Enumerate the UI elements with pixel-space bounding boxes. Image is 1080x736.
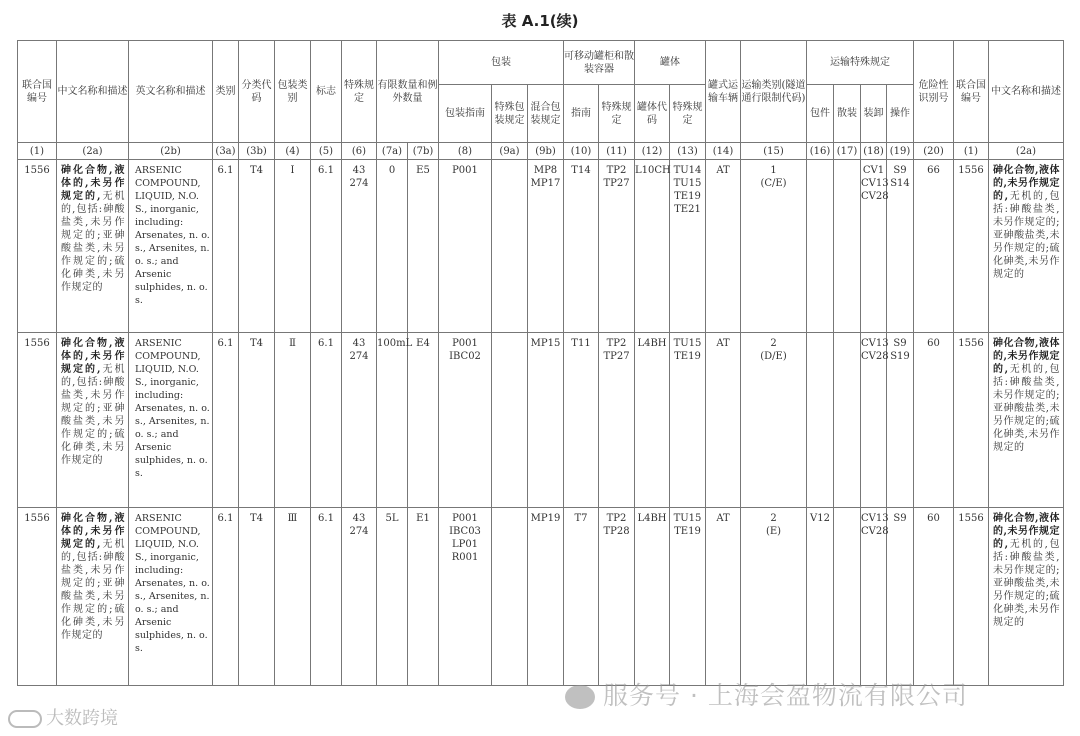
service-watermark-text: 服务号 · 上海会盈物流有限公司 <box>603 681 968 710</box>
name-zh-rest: 无机的,包括:砷酸盐类,未另作规定的;亚砷酸盐类,未另作规定的;硫化砷类,未另作规定的 <box>61 364 126 466</box>
column-number: (6) <box>342 143 377 160</box>
column-number: (2a) <box>989 143 1064 160</box>
table-row <box>18 160 1064 333</box>
cell-eq: E1 <box>408 508 439 686</box>
cell-lq: 5L <box>377 508 408 686</box>
cell-un-no: 1556 <box>18 508 57 686</box>
cell-packing-group: I <box>275 160 311 333</box>
cell-name-en: ARSENIC COMPOUND, LIQUID, N.O. S., inorganic, including: Arsenates, n. o. s., Arsenites, n. o. s.; and Arsenic sulphides, n. o. s. <box>129 333 213 508</box>
header-class: 类别 <box>213 41 239 143</box>
column-number: (7b) <box>408 143 439 160</box>
cell-class-code: T4 <box>239 333 275 508</box>
header-name-zh: 中文名称和描述 <box>57 41 129 143</box>
cell-ts-loading: CV13 CV28 <box>861 508 887 686</box>
cell-lq: 100mL <box>377 333 408 508</box>
cell-tank-special: TU15 TE19 <box>670 333 706 508</box>
header-limited-quantity: 有限数量和例外数量 <box>377 41 439 143</box>
column-number: (17) <box>834 143 861 160</box>
header-packing-group: 包装类别 <box>275 41 311 143</box>
cell-name-en: ARSENIC COMPOUND, LIQUID, N.O. S., inorganic, including: Arsenates, n. o. s., Arsenites, n. o. s.; and Arsenic sulphides, n. o. s. <box>129 508 213 686</box>
cell-labels: 6.1 <box>311 160 342 333</box>
column-number: (9a) <box>492 143 528 160</box>
name-zh-bold: 砷化合物,液体的,未另作规定的, <box>993 513 1060 550</box>
cell-ts-operation: S9 S14 <box>887 160 914 333</box>
cell-packing-group: Ⅱ <box>275 333 311 508</box>
cell-name-zh <box>57 333 129 508</box>
column-number: (9b) <box>528 143 564 160</box>
cell-name-zh <box>989 508 1064 686</box>
cell-mixed-pack: MP8 MP17 <box>528 160 564 333</box>
column-number: (2a) <box>57 143 129 160</box>
cell-ts-packages <box>807 160 834 333</box>
name-zh-bold: 砷化合物,液体的,未另作规定的, <box>993 338 1060 375</box>
cell-pack-special <box>492 333 528 508</box>
cell-name-zh <box>57 508 129 686</box>
cell-special-provisions: 43 274 <box>342 333 377 508</box>
column-number: (14) <box>706 143 741 160</box>
cell-pack-instr: P001 IBC03 LP01 R001 <box>439 508 492 686</box>
name-zh-rest: 无机的,包括:砷酸盐类,未另作规定的;亚砷酸盐类,未另作规定的;硫化砷类,未另作规定的 <box>993 364 1060 453</box>
column-number-row <box>18 143 1064 160</box>
cell-lq: 0 <box>377 160 408 333</box>
cell-pt-special: TP2 TP28 <box>599 508 635 686</box>
column-number: (1) <box>954 143 989 160</box>
cell-ts-loading: CV13 CV28 <box>861 333 887 508</box>
wechat-icon <box>565 685 595 709</box>
column-number: (19) <box>887 143 914 160</box>
header-un-no-2: 联合国编号 <box>954 41 989 143</box>
header-tank-special: 特殊规定 <box>670 85 706 143</box>
header-portable-tanks: 可移动罐柜和散装容器 <box>564 41 635 85</box>
cell-tank-vehicle: AT <box>706 160 741 333</box>
column-number: (3a) <box>213 143 239 160</box>
cell-pack-special <box>492 508 528 686</box>
cell-pt-instr: T7 <box>564 508 599 686</box>
column-number: (5) <box>311 143 342 160</box>
header-special-provisions: 特殊规定 <box>342 41 377 143</box>
header-tank-code: 罐体代码 <box>635 85 670 143</box>
cell-tank-code: L4BH <box>635 508 670 686</box>
cell-tank-vehicle: AT <box>706 508 741 686</box>
header-pt-special: 特殊规定 <box>599 85 635 143</box>
name-zh-bold: 砷化合物,液体的,未另作规定的, <box>61 165 125 202</box>
header-ts-operation: 操作 <box>887 85 914 143</box>
cell-mixed-pack: MP19 <box>528 508 564 686</box>
cell-tank-vehicle: AT <box>706 333 741 508</box>
service-watermark <box>565 676 968 712</box>
header-pt-instructions: 指南 <box>564 85 599 143</box>
column-number: (20) <box>914 143 954 160</box>
cell-special-provisions: 43 274 <box>342 508 377 686</box>
cell-ts-bulk <box>834 508 861 686</box>
name-zh-rest: 无机的,包括:砷酸盐类,未另作规定的;亚砷酸盐类,未另作规定的;硫化砷类,未另作规定的 <box>993 191 1060 280</box>
header-mixed-pack: 混合包装规定 <box>528 85 564 143</box>
cell-class: 6.1 <box>213 508 239 686</box>
column-number: (10) <box>564 143 599 160</box>
column-number: (18) <box>861 143 887 160</box>
header-ts-bulk: 散装 <box>834 85 861 143</box>
cell-class: 6.1 <box>213 160 239 333</box>
header-un-no: 联合国编号 <box>18 41 57 143</box>
cell-ts-loading: CV1 CV13 CV28 <box>861 160 887 333</box>
cell-hazard-id: 60 <box>914 333 954 508</box>
name-zh-rest: 无机的,包括:砷酸盐类,未另作规定的;亚砷酸盐类,未另作规定的;硫化砷类,未另作规定的 <box>993 539 1060 628</box>
header-labels: 标志 <box>311 41 342 143</box>
header-pack-special: 特殊包装规定 <box>492 85 528 143</box>
cell-ts-bulk <box>834 333 861 508</box>
cell-pt-instr: T11 <box>564 333 599 508</box>
column-number: (16) <box>807 143 834 160</box>
table-row <box>18 333 1064 508</box>
cell-special-provisions: 43 274 <box>342 160 377 333</box>
column-number: (2b) <box>129 143 213 160</box>
header-ts-loading: 装卸 <box>861 85 887 143</box>
brand-watermark <box>8 704 118 730</box>
column-number: (7a) <box>377 143 408 160</box>
cell-transport-cat: 1 (C/E) <box>741 160 807 333</box>
column-number: (1) <box>18 143 57 160</box>
name-zh-rest: 无机的,包括:砷酸盐类,未另作规定的;亚砷酸盐类,未另作规定的;硫化砷类,未另作规定的 <box>61 539 126 641</box>
cell-un-no: 1556 <box>18 333 57 508</box>
header-packaging: 包装 <box>439 41 564 85</box>
header-transport-category: 运输类别(隧道通行限制代码) <box>741 41 807 143</box>
cell-un-no-2: 1556 <box>954 160 989 333</box>
column-number: (3b) <box>239 143 275 160</box>
cell-pt-special: TP2 TP27 <box>599 333 635 508</box>
cell-name-zh <box>57 160 129 333</box>
brand-logo-icon <box>8 710 42 728</box>
cell-transport-cat: 2 (D/E) <box>741 333 807 508</box>
header-name-en: 英文名称和描述 <box>129 41 213 143</box>
column-number: (11) <box>599 143 635 160</box>
cell-class-code: T4 <box>239 160 275 333</box>
cell-packing-group: Ⅲ <box>275 508 311 686</box>
table-title: 表 A.1(续) <box>501 12 579 30</box>
header-pack-instructions: 包装指南 <box>439 85 492 143</box>
header-tank-vehicle: 罐式运输车辆 <box>706 41 741 143</box>
cell-labels: 6.1 <box>311 508 342 686</box>
brand-watermark-text: 大数跨境 <box>46 708 118 729</box>
cell-pt-instr: T14 <box>564 160 599 333</box>
name-zh-rest: 无机的,包括:砷酸盐类,未另作规定的;亚砷酸盐类,未另作规定的;硫化砷类,未另作规定的 <box>61 191 126 293</box>
cell-un-no-2: 1556 <box>954 333 989 508</box>
column-number: (13) <box>670 143 706 160</box>
cell-transport-cat: 2 (E) <box>741 508 807 686</box>
cell-hazard-id: 60 <box>914 508 954 686</box>
cell-tank-special: TU15 TE19 <box>670 508 706 686</box>
column-number: (4) <box>275 143 311 160</box>
cell-pack-special <box>492 160 528 333</box>
dangerous-goods-table <box>17 40 1064 686</box>
column-number: (8) <box>439 143 492 160</box>
cell-ts-packages <box>807 333 834 508</box>
cell-mixed-pack: MP15 <box>528 333 564 508</box>
header-class-code: 分类代码 <box>239 41 275 143</box>
cell-pack-instr: P001 IBC02 <box>439 333 492 508</box>
header-name-zh-2: 中文名称和描述 <box>989 41 1064 143</box>
column-number: (12) <box>635 143 670 160</box>
cell-tank-special: TU14 TU15 TE19 TE21 <box>670 160 706 333</box>
header-hazard-id: 危险性识别号 <box>914 41 954 143</box>
cell-pack-instr: P001 <box>439 160 492 333</box>
cell-name-zh <box>989 333 1064 508</box>
cell-pt-special: TP2 TP27 <box>599 160 635 333</box>
column-number: (15) <box>741 143 807 160</box>
cell-name-en: ARSENIC COMPOUND, LIQUID, N.O. S., inorganic, including: Arsenates, n. o. s., Arsenites, n. o. s.; and Arsenic sulphides, n. o. s. <box>129 160 213 333</box>
cell-un-no-2: 1556 <box>954 508 989 686</box>
cell-class: 6.1 <box>213 333 239 508</box>
cell-ts-packages: V12 <box>807 508 834 686</box>
cell-tank-code: L10CH <box>635 160 670 333</box>
name-zh-bold: 砷化合物,液体的,未另作规定的, <box>61 513 125 550</box>
table-row <box>18 508 1064 686</box>
header-transport-special: 运输特殊规定 <box>807 41 914 85</box>
header-ts-packages: 包件 <box>807 85 834 143</box>
cell-class-code: T4 <box>239 508 275 686</box>
name-zh-bold: 砷化合物,液体的,未另作规定的, <box>61 338 125 375</box>
cell-hazard-id: 66 <box>914 160 954 333</box>
cell-eq: E4 <box>408 333 439 508</box>
cell-un-no: 1556 <box>18 160 57 333</box>
cell-ts-operation: S9 <box>887 508 914 686</box>
cell-tank-code: L4BH <box>635 333 670 508</box>
cell-labels: 6.1 <box>311 333 342 508</box>
header-tanks: 罐体 <box>635 41 706 85</box>
cell-name-zh <box>989 160 1064 333</box>
cell-eq: E5 <box>408 160 439 333</box>
cell-ts-bulk <box>834 160 861 333</box>
name-zh-bold: 砷化合物,液体的,未另作规定的, <box>993 165 1060 202</box>
cell-ts-operation: S9 S19 <box>887 333 914 508</box>
